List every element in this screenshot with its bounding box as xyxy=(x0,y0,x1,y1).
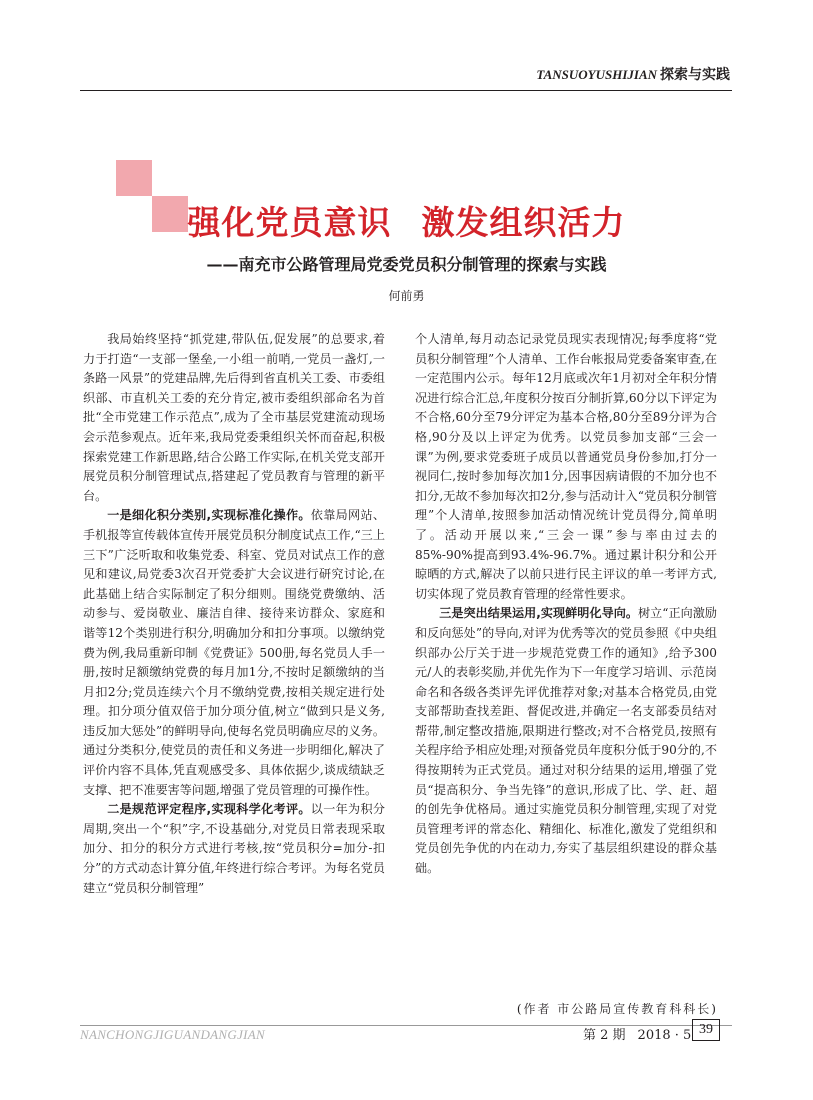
point-3-text: 树立“正向激励和反向惩处”的导向,对评为优秀等次的党员参照《中央组织部办公厅关于进一步规范党费工作的通知》,给予300元/人的表彰奖励,并优先作为下一年度学习培训、示范岗命名和各级各类评先评优推荐对象;对基本合格党员,由党支部帮助查找差距、督促改进,并确定一名支部委员结对帮带,制定整改措施,限期进行整改;对不合格党员,按照有关程序给予相应处理;对预备党员年度积分低于90分的,不得按期转为正式党员。通过对积分结果的运用,增强了党员“提高积分、争当先锋”的意识,形成了比、学、赶、超的创先争优格局。通过实施党员积分制管理,实现了对党员管理考评的常态化、精细化、标准化,激发了党组织和党员创先争优的内在动力,夯实了基层组织建设的群众基础。 xyxy=(415,606,717,876)
body-column-right xyxy=(415,330,717,879)
section-header-latin: TANSUOYUSHIJIAN xyxy=(536,67,657,82)
header-rule xyxy=(80,90,732,91)
paragraph-point-2-continued: 个人清单,每月动态记录党员现实表现情况;每季度将“党员积分制管理”个人清单、工作台帐报局党委备案审查,在一定范围内公示。每年12月底或次年1月初对全年积分情况进行综合汇总,年度积分按百分制折算,60分以下评定为不合格,60分至79分评定为基本合格,80分至89分评为合格,90分及以上评定为优秀。以党员参加支部“三会一课”为例,要求党委班子成员以普通党员身份参加,打分一视同仁,按时参加每次加1分,因事因病请假的不加分也不扣分,无故不参加每次扣2分,参与活动计入“党员积分制管理”个人清单,按照参加活动情况统计党员得分,简单明了。活动开展以来,“三会一课”参与率由过去的85%-90%提高到93.4%-96.7%。通过累计积分和公开晾晒的方式,解决了以前只进行民主评议的单一考评方式,切实体现了党员教育管理的经常性要求。 xyxy=(415,332,717,601)
author-affiliation: (作者 市公路局宣传教育科科长) xyxy=(516,1002,718,1016)
article-subtitle: ——南充市公路管理局党委党员积分制管理的探索与实践 xyxy=(206,255,607,274)
footer-issue xyxy=(583,1024,703,1043)
article-author: 何前勇 xyxy=(388,289,425,303)
article-title-part-2: 激发组织活力 xyxy=(421,203,626,242)
paragraph-point-1 xyxy=(83,506,385,800)
issue-date: 2018 · 5 xyxy=(637,1028,692,1043)
section-header xyxy=(536,64,730,84)
point-3-heading: 三是突出结果运用,实现鲜明化导向。 xyxy=(439,606,638,621)
article-title xyxy=(0,197,813,244)
paragraph-point-2 xyxy=(83,800,385,898)
paragraph-intro: 我局始终坚持“抓党建,带队伍,促发展”的总要求,着力于打造“一支部一堡垒,一小组一前哨,一党员一盏灯,一条路一风景”的党建品牌,先后得到省直机关工委、市委组织部、市直机关工委的充分肯定,被市委组织部命名为首批“全市党建工作示范点”,成为了全市基层党建流动现场会示范参观点。近年来,我局党委秉组织关怀而奋起,积极探索党建工作新思路,结合公路工作实际,在机关党支部开展党员积分制管理试点,搭建起了党员教育与管理的新平台。 xyxy=(83,332,385,503)
footer-journal-name: NANCHONGJIGUANDANGJIAN xyxy=(80,1027,265,1042)
page-number: 39 xyxy=(692,1019,720,1041)
body-column-left xyxy=(83,330,385,898)
paragraph-point-3 xyxy=(415,604,717,878)
decorative-square-pink xyxy=(116,160,152,196)
point-1-heading: 一是细化积分类别,实现标准化操作。 xyxy=(107,508,311,523)
section-header-chinese: 探索与实践 xyxy=(660,67,730,83)
point-2-heading: 二是规范评定程序,实现科学化考评。 xyxy=(107,802,311,817)
point-1-text: 依靠局网站、手机报等宣传载体宣传开展党员积分制度试点工作,“三上三下”广泛听取和收集党委、科室、党员对试点工作的意见和建议,局党委3次召开党委扩大会议进行研究讨论,在此基础上结合实际制定了积分细则。围绕党费缴纳、活动参与、爱岗敬业、廉洁自律、接待来访群众、家庭和谐等12个类别进行积分,明确加分和扣分事项。以缴纳党费为例,我局重新印制《党费证》500册,每名党员人手一册,按时足额缴纳党费的每月加1分,不按时足额缴纳的当月扣2分;党员连续六个月不缴纳党费,按相关规定进行处理。扣分项分值双倍于加分项分值,树立“做到只是义务,违反加大惩处”的鲜明导向,使每名党员明确应尽的义务。通过分类积分,使党员的责任和义务进一步明细化,解决了评价内容不具体,凭直观感受多、具体依据少,谈成绩缺乏支撑、把不准要害等问题,增强了党员管理的可操作性。 xyxy=(83,508,385,797)
point-2-text: 以一年为积分周期,突出一个“积”字,不设基础分,对党员日常表现采取加分、扣分的积分方式进行考核,按“党员积分=加分-扣分”的方式动态计算分值,年终进行综合考评。为每名党员建立“党员积分制管理” xyxy=(83,802,385,895)
issue-number: 第 2 期 xyxy=(583,1028,626,1043)
article-title-part-1: 强化党员意识 xyxy=(187,203,392,242)
